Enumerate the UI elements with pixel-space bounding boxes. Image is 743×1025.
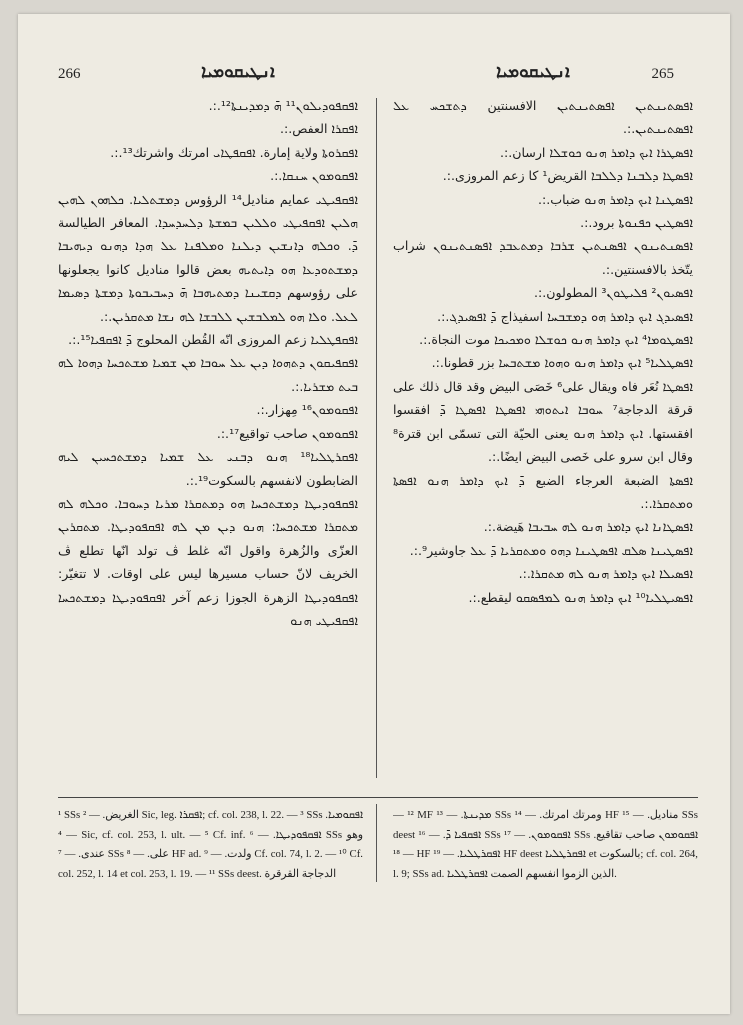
entry: ܐܦܣܛܠܝܐ⁵ ܐܝܟ ܕܐܡܪ ܗܢܘ ܘܗܘܐ ܡܫܬܒܚܐ بزر قطونا.:.	[431, 355, 693, 371]
entry: ܐܦܩܘܡܘܢ صاحب تواقيع¹⁷.:.	[216, 425, 358, 441]
entry: ܐܦܣܛܝܢܐ ܣܠܩ ܐܦܣܛܝܢܐ ܕܗܘ ܘܡܬܩܪܝܐ ܕ̄ ܥܠ جاوشير⁹.:.	[409, 542, 693, 558]
entry: ܐܦܩܦܝܩܘܢ ܕܬܗܘܐ ܕܝܢ ܥܠ ܚܘܒܐ ܡܢ ܫܡܝܐ ܡܫܬܟܚܐ ܕܗܘܐ ܠܗ ܒܝܬ ܡܫܪܝܐ.:.	[58, 355, 358, 394]
entry: ܐܦܣܬܐ الضبعة العرجاء الضبع ܕ̄ ܐܝܟ ܕܐܡܪ ܗܢܘ ܐܦܣܬܐ ܘܡܬܩܪܐ.:.	[393, 472, 693, 511]
left-page-number: 266	[58, 66, 81, 82]
right-column	[393, 94, 693, 789]
entry: ܐܦܣܛܝܢ ܟܦܢܘܬܐ برود.:.	[580, 215, 693, 231]
entry: ܐܦܩܦܝܛܝ عمايم مناديل¹⁴ الرؤوس ܕܡܫܬܠܝܐ. ܟܠܗܘܢ ܠܗܝܢ ܗܠܝܢ ܐܦܩܦܝܛܝ ܘܠܠܝܢ ܒܡܫܬܐ ܕܠܚܕܚܕܐ. المعافر الطيالسة ܕ̄. ܘܟܠܗ ܕܐܢܫܝܢ ܕܝܠܢܐ ܘܡܠܦܢܐ ܥܠ ܗܕܐ ܕܗܢܘ ܕܝܗܝܒܐ ܕܡܫܬܘܕܥܐ ܗܘ ܕܐܝܬܝܗ بعض قالوا مناديل كانوا يجعلونها على رؤوسهم ܕܩܫܝܢܐ ܕܡܬܝܗܒܐ ܗ̄ ܕܚܒܝܒܘܬܐ ܕܡܫܬܐ ܕܣܝܡܐ ܠܥܠ. ܘܠܐ ܗܘ ܠܡܠܒܫܝܢ ܠܠܒܫܐ ܠܗ ܢܫܐ ܡܬܩܪܝܢ.:.	[58, 191, 358, 324]
book-page	[18, 14, 730, 1014]
entry: ܐܦܣܝܕܓ ܐܝܟ ܕܐܡܪ ܗܘ ܕܡܫܒܚܐ اسفيذاج ܕ̄ ܐܦܣܝܕܓ.:.	[437, 308, 693, 324]
entry: ܐܦܣܝܛܠܝܐ¹⁰ ܐܝܟ ܕܐܡܪ ܗܢܘ ܠܡܦܣܩܘ ليقطع.:.	[468, 589, 693, 605]
left-column	[58, 94, 358, 789]
entry: ܐܦܣܬܝܢܬܝܢ ܐܦܣܬܝܢܬܝܢ الافسنتين ܕܬܫܟܚ ܥܠ ܐܦܣܬܝܢܬܝܢ.:.	[393, 98, 693, 137]
right-footnotes: — ¹² MF ܡܕܝܢܬܐ. — ¹³ SSs ومرتك امرتك. — ¹⁴ HF مناديل. — ¹⁵ SSs deest ܐܦܩܦܝܐ ܕ̄. — ¹⁶ SSs ܐܦܩܘܡܘܢ. — ¹⁷ SSs ܐܦܩܘܡܘܢ صاحب تقاقيع. — ¹⁸ HF ܐܦܩܪܛܠܝܐ. — ¹⁹ HF deest ܐܦܩܪܛܠܝܐ et بالسكوت; cf. col. 264, l. 9; SSs ad. الذين الزموا انفسهم الصمت ܐܦܩܪܛܠܝܐ.	[393, 809, 698, 880]
entry: ܐܦܩܦܛܠܝܐ زعم المروزى انّه القُطن المحلوج ܕ̄ ܐܦܩܦܝܐ¹⁵.:.	[68, 332, 358, 348]
text-columns	[58, 94, 698, 789]
entry: ܐܦܣܛܪܐ ܐܝܟ ܕܐܡܪ ܗܢܘ ܟܘܫܠܐ ارسان.:.	[499, 144, 693, 160]
left-footnotes: ¹ SSs الغريض. — ² Sic, leg. ܐܦܩܪܐ; cf. col. 238, l. 22. — ³ SSs ܐܦܩܘܡܝܐ. — ⁴ Sic, cf. col. 253, l. ult. — ⁵ Cf. inf. ܐܦܩܦܘܕܝܛܐ. — ⁶ SSs وهو عندى. — ⁷ SSs على. — ⁸ HF ad. ولدت. — ⁹ Cf. col. 74, l. 2. — ¹⁰ Cf. col. 252, l. 14 et col. 253, l. 19. — ¹¹ SSs deest. الدجاجة القرقرة	[58, 809, 363, 880]
left-running-head: ܐܢܛܝܩܘܡܝܐ	[201, 62, 275, 82]
entry: ܐܦܣܝܘܢ² ܦܠܝܛܘܢ³ المطولون.:.	[534, 285, 693, 301]
entry: ܐܦܩܦܘܕܝܠܘܢ¹¹ ܗ̄ ܕܡܕܝܢܬܐ¹².:.	[208, 98, 358, 113]
entry: ܐܦܣܢܬܝܢܘܢ ܐܦܣܢܬܝܢ ܫܪܒܐ ܕܡܬܥܒܕ ܐܦܣܢܬܝܢܘܢ شراب يتّخذ بالافسنتين.:.	[393, 238, 693, 277]
footnote-rule	[58, 797, 698, 798]
right-running-head: ܐܢܛܝܩܘܡܝܐ	[496, 62, 570, 82]
column-divider	[376, 98, 377, 778]
entry: ܐܦܣܛܐ نُعَر فاه ويقال على⁶ خَصَى البيض وقد قال ذلك على قرقة الدجاجة⁷ ܚܘܒܐ ܐܝܬܘܗܝ ܐܦܣܛܐ ܐܦܣܛܐ ܕ̄ افقسوا افقستها. ܐܝܟ ܕܐܡܪ ܗܢܘ يعنى الحيّة التى تسمّى ابن قترة⁸ وقال ابن سرو على خَصى البيض ايضًا.:.	[393, 378, 693, 465]
entry: ܐܦܣܛܐ ܕܠܒܢܐ ܕܠܠܒܐ القريض¹ كا زعم المروزى.:.	[442, 168, 693, 184]
entry: ܐܦܩܪܘܬܐ ولاية إمارة. ܐܦܩܦܛܐܝ امرتك واشرتك¹³.:.	[110, 144, 358, 160]
entry: ܐܦܩܪܐ العفص.:.	[280, 121, 358, 137]
entry: ܐܦܣܛܐܢܐ ܐܝܟ ܕܐܡܪ ܗܢܘ ܠܗ ܚܒܝܒܐ هَيضة.:.	[483, 519, 693, 535]
entry: ܐܦܣܛܘܡܐ⁴ ܐܝܟ ܕܐܡܪ ܗܢܘ ܟܘܫܠܐ ܘܡܟܝܟܐ موت النجاة.:.	[419, 332, 693, 348]
entry: ܐܦܣܛܢܐ ܐܝܟ ܕܐܡܪ ܗܢܘ ضباب.:.	[537, 191, 693, 207]
right-page-number: 265	[651, 66, 674, 82]
entry: ܐܦܩܪܛܠܝܐ¹⁸ ܗܢܘ ܕܒܢܝ ܥܠ ܫܡܝܐ ܕܡܫܬܟܚܝܢ ܠܝܗ الضابطون لانفسهم بالسكوت¹⁹.:.	[58, 449, 358, 488]
footnote-divider	[376, 804, 377, 882]
entry: ܐܦܩܘܡܘܢ¹⁶ مِهزار.:.	[256, 402, 358, 418]
entry: ܐܦܣܝܠܐ ܐܝܟ ܕܐܡܪ ܗܢܘ ܠܗ ܡܬܩܪܐ.:.	[518, 566, 693, 582]
entry: ܐܦܩܘܡܘܢ ܚܢܩܐ.:.	[270, 168, 358, 184]
page-header	[18, 58, 730, 88]
entry: ܐܦܩܦܘܕܝܛܐ ܕܡܫܬܟܚܐ ܗܘ ܕܡܬܩܪܐ ܡܪܝܐ ܕܚܘܒܐ. ܘܟܠܗ ܠܗ ܡܬܩܪܐ ܡܫܬܟܚܐ: ܗܢܘ ܕܝܢ ܡܢ ܠܗ ܐܦܩܦܘܕܝܛܐ. ܡܬܩܪܝܢ العزّى والزُهرة واقول انّه غلط ڤ تولد انّها تطلع ڤ الخريف لانّ حساب مسيرها ليس على اوقات. لا تتغيّر: ܐܦܩܦܘܕܝܛܐ الزهرة الجوزا زعم آخر ܐܦܩܦܘܕܝܛܐ ܕܡܫܬܟܚܐ ܐܦܩܦܝܛܝ ܗܢܘ	[58, 495, 358, 628]
